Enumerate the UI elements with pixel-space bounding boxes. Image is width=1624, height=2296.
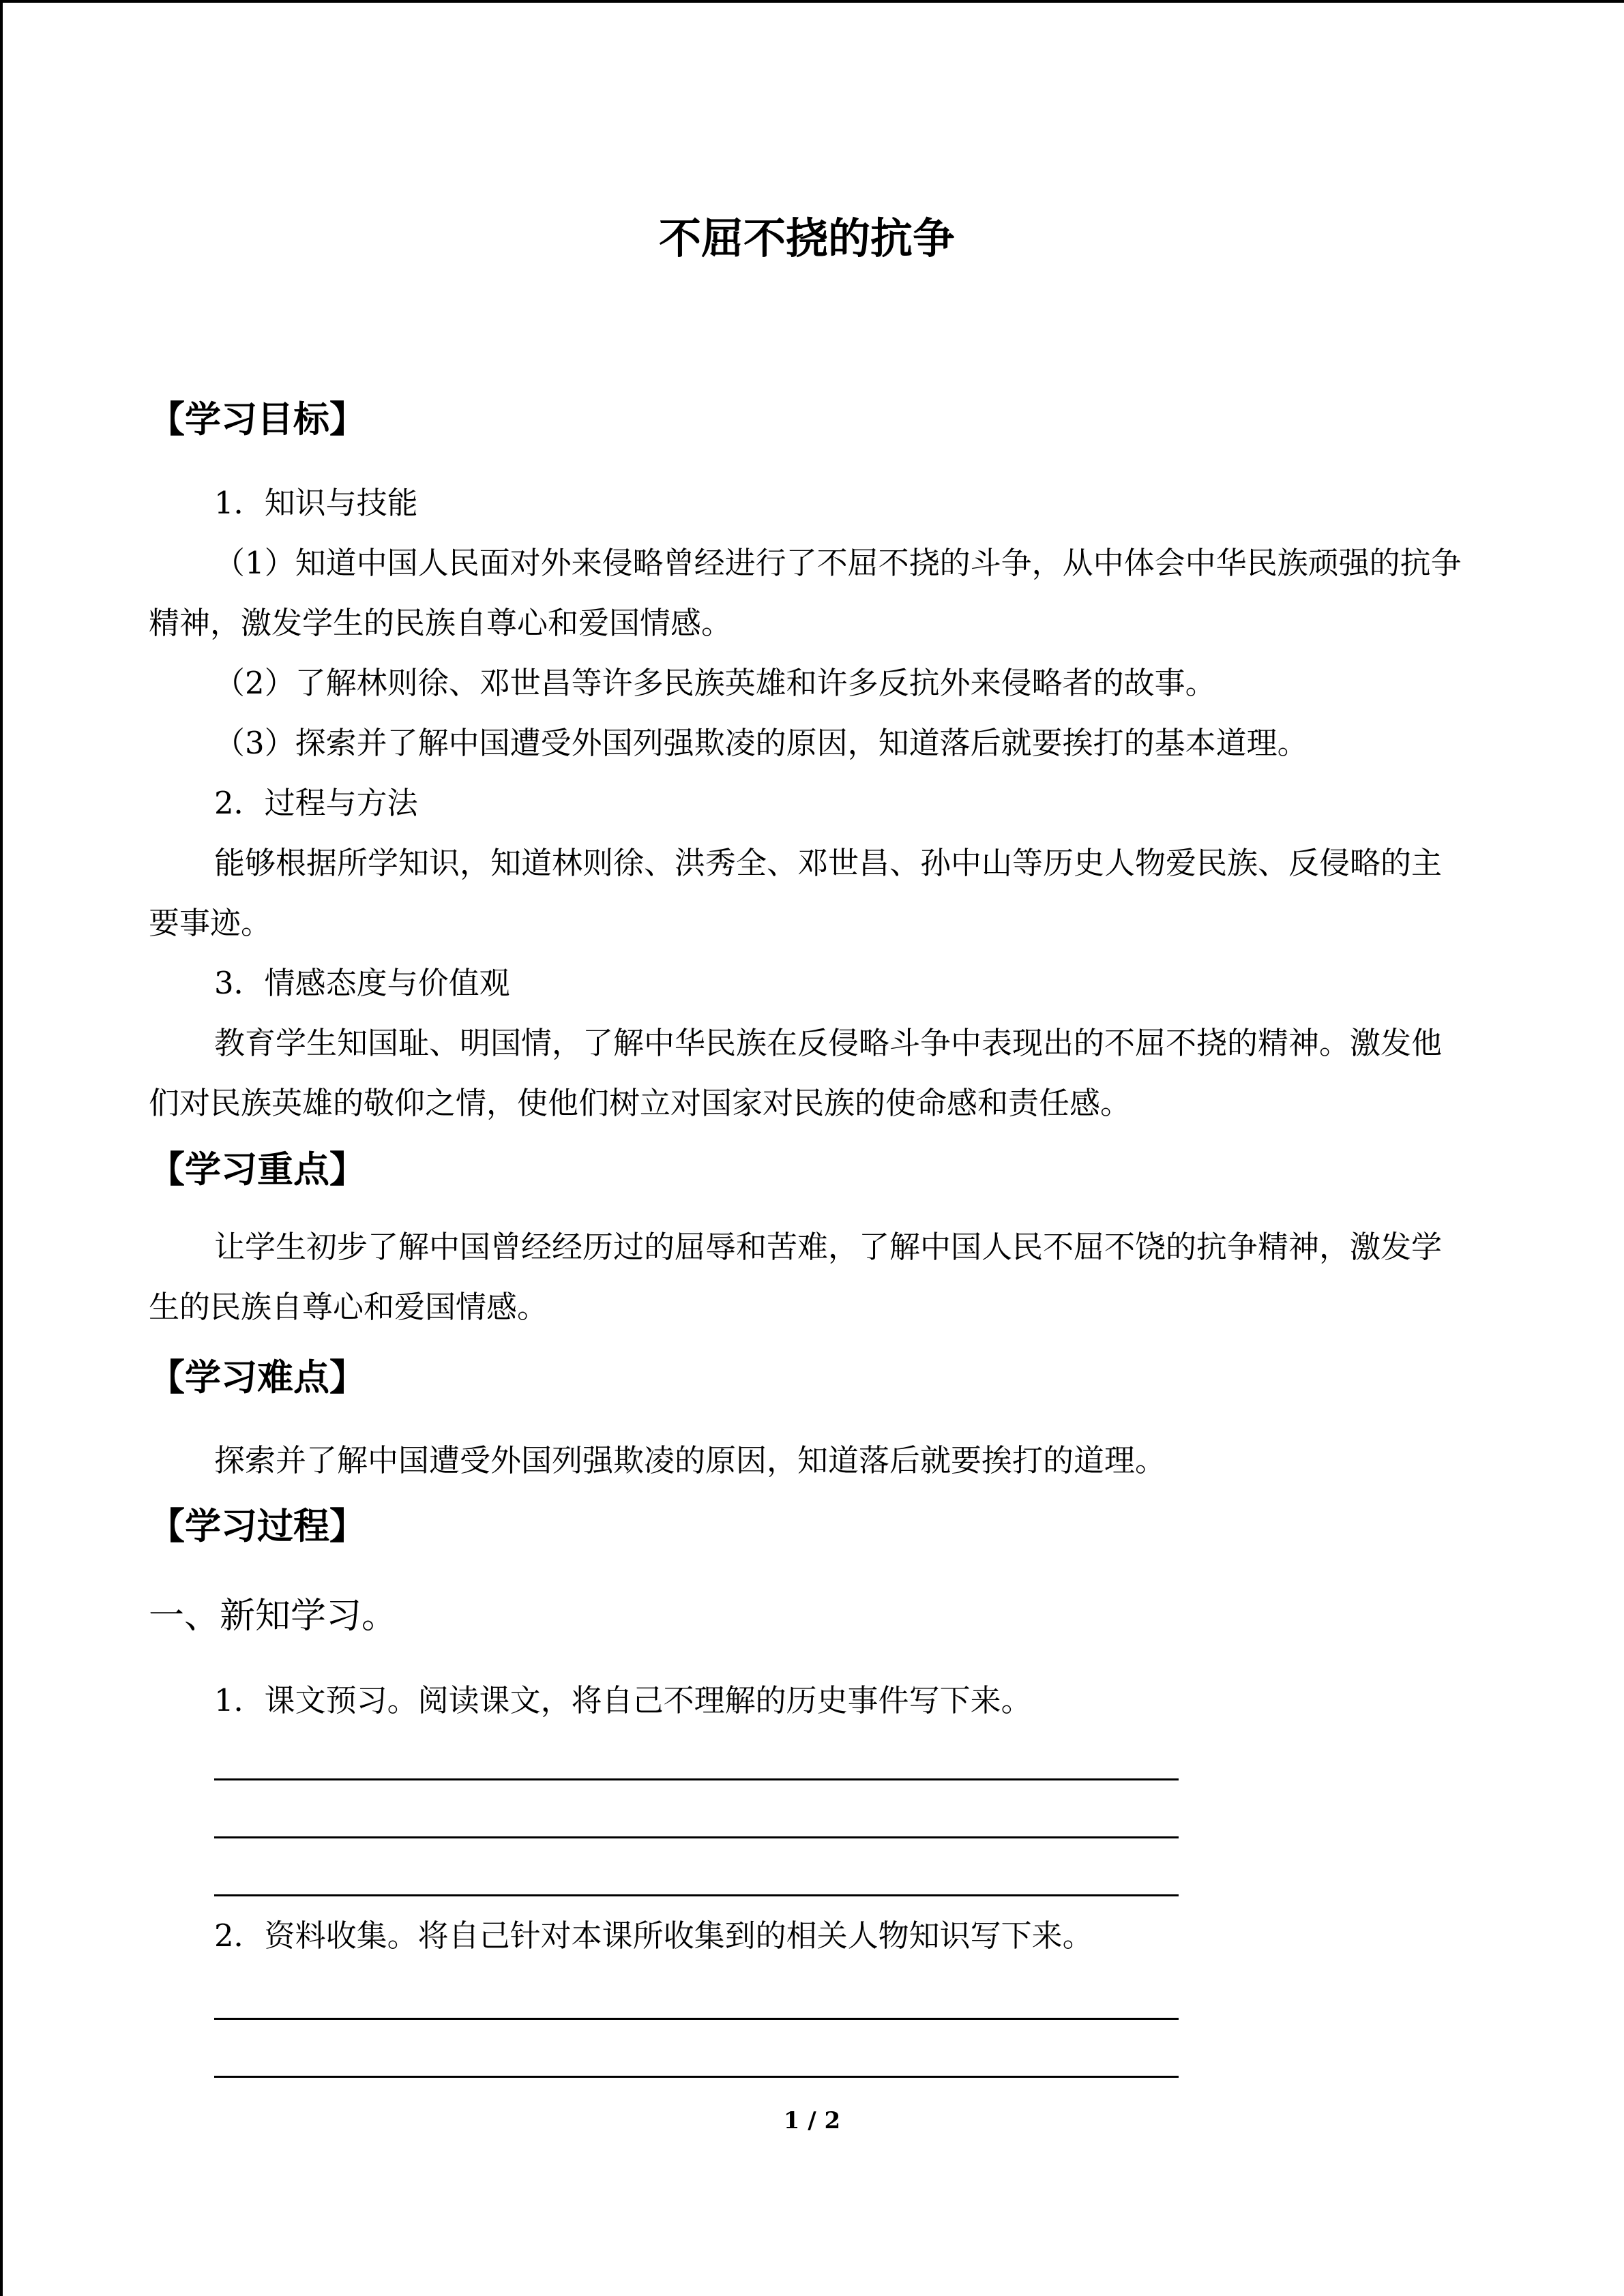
question-1: 1．课文预习。阅读课文，将自己不理解的历史事件写下来。 bbox=[214, 1682, 1032, 1718]
goal-1-paragraph-3: （3）探索并了解中国遭受外国列强欺凌的原因，知道落后就要挨打的基本道理。 bbox=[214, 725, 1308, 761]
document-title: 不屈不挠的抗争 bbox=[658, 213, 955, 263]
part-1-title: 一、新知学习。 bbox=[149, 1596, 398, 1637]
goal-2-paragraph: 能够根据所学知识，知道林则徐、洪秀全、邓世昌、孙中山等历史人物爱民族、反侵略的主要事迹。 bbox=[149, 845, 1443, 941]
answer-line-2[interactable] bbox=[214, 1836, 1179, 1838]
page-number: 1 / 2 bbox=[783, 2107, 841, 2134]
page-top-border bbox=[0, 0, 1624, 3]
answer-line-3[interactable] bbox=[214, 1894, 1179, 1896]
goal-2-title: 2．过程与方法 bbox=[214, 785, 418, 821]
answer-line-1[interactable] bbox=[214, 1778, 1179, 1780]
heading-learning-goals: 【学习目标】 bbox=[149, 398, 366, 441]
page-left-border bbox=[0, 0, 3, 2296]
heading-difficulties: 【学习难点】 bbox=[149, 1356, 366, 1399]
heading-learning-process: 【学习过程】 bbox=[149, 1505, 366, 1547]
difficulties-text: 探索并了解中国遭受外国列强欺凌的原因，知道落后就要挨打的道理。 bbox=[214, 1442, 1166, 1478]
goal-1-paragraph-2: （2）了解林则徐、邓世昌等许多民族英雄和许多反抗外来侵略者的故事。 bbox=[214, 665, 1216, 701]
answer-line-5[interactable] bbox=[214, 2076, 1179, 2078]
goal-3-paragraph: 教育学生知国耻、明国情，了解中华民族在反侵略斗争中表现出的不屈不挠的精神。激发他们对民族英雄的敬仰之情，使他们树立对国家对民族的使命感和责任感。 bbox=[149, 1025, 1443, 1121]
goal-3-title: 3．情感态度与价值观 bbox=[214, 965, 510, 1001]
goal-1-paragraph-1: （1）知道中国人民面对外来侵略曾经进行了不屈不挠的斗争，从中体会中华民族顽强的抗争精神，激发学生的民族自尊心和爱国情感。 bbox=[149, 545, 1462, 641]
heading-key-points: 【学习重点】 bbox=[149, 1148, 366, 1191]
question-2: 2．资料收集。将自己针对本课所收集到的相关人物知识写下来。 bbox=[214, 1918, 1093, 1954]
key-points-text: 让学生初步了解中国曾经经历过的屈辱和苦难，了解中国人民不屈不饶的抗争精神，激发学生的民族自尊心和爱国情感。 bbox=[149, 1229, 1443, 1325]
goal-1-title: 1．知识与技能 bbox=[214, 485, 418, 521]
answer-line-4[interactable] bbox=[214, 2018, 1179, 2020]
